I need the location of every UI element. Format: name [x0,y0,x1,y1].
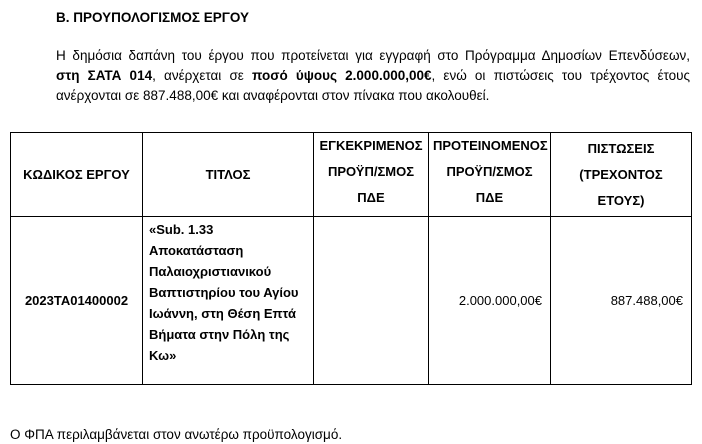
header-code: ΚΩΔΙΚΟΣ ΕΡΓΟΥ [11,133,143,217]
cell-code: 2023ΤΑ01400002 [11,217,143,385]
budget-table [10,132,692,385]
intro-line-1: Η δημόσια δαπάνη του έργου που προτείνεται για εγγραφή στο Πρόγραμμα Δημοσίων Επενδύσεων, [56,48,690,63]
cell-title [143,217,314,385]
intro-line-2-mid: , ανέρχεται σε [152,68,252,83]
intro-paragraph [56,46,690,106]
title-line: Παλαιοχριστιανικού [149,264,272,279]
header-proposed [429,133,551,217]
title-line: Βαπτιστηρίου του Αγίου [149,285,299,300]
intro-line-2-end: , ενώ οι πιστώσεις του τρέχοντος έτους [431,68,691,83]
header-approved-line: ΠΡΟΫΠ/ΣΜΟΣ [327,164,415,179]
header-approved-line: ΠΔΕ [357,190,385,205]
header-title: ΤΙΤΛΟΣ [143,133,314,217]
header-credits-line: (ΤΡΕΧΟΝΤΟΣ ΕΤΟΥΣ) [579,166,663,208]
header-credits [551,133,692,217]
vat-note: Ο ΦΠΑ περιλαμβάνεται στον ανωτέρω προϋπολογισμό. [10,427,343,442]
title-line: Βήματα στην Πόλη της [149,327,290,342]
intro-sata-bold: στη ΣΑΤΑ 014 [56,68,153,83]
header-approved [314,133,429,217]
cell-credits: 887.488,00€ [551,217,692,385]
intro-line-3: ανέρχονται σε 887.488,00€ και αναφέρονται στον πίνακα που ακολουθεί. [56,88,490,103]
title-line: Ιωάννη, στη Θέση Επτά [149,306,296,321]
header-proposed-line: ΠΡΟΫΠ/ΣΜΟΣ [446,164,533,179]
title-line: Κω» [149,348,177,363]
section-heading: Β. ΠΡΟΥΠΟΛΟΓΙΣΜΟΣ ΕΡΓΟΥ [56,10,249,25]
header-proposed-line: ΠΔΕ [475,190,504,205]
title-line: Αποκατάσταση [149,243,244,258]
cell-proposed: 2.000.000,00€ [429,217,551,385]
table-row [11,217,692,385]
header-credits-line: ΠΙΣΤΩΣΕΙΣ [587,140,655,156]
title-line: «Sub. 1.33 [149,222,214,237]
intro-amount-bold: ποσό ύψους 2.000.000,00€ [252,68,432,83]
header-proposed-line: ΠΡΟΤΕΙΝΟΜΕΝΟΣ [433,138,548,153]
header-approved-line: ΕΓΚΕΚΡΙΜΕΝΟΣ [319,138,423,153]
table-header-row [11,133,692,217]
intro-line-2 [56,66,690,86]
cell-approved [314,217,429,385]
